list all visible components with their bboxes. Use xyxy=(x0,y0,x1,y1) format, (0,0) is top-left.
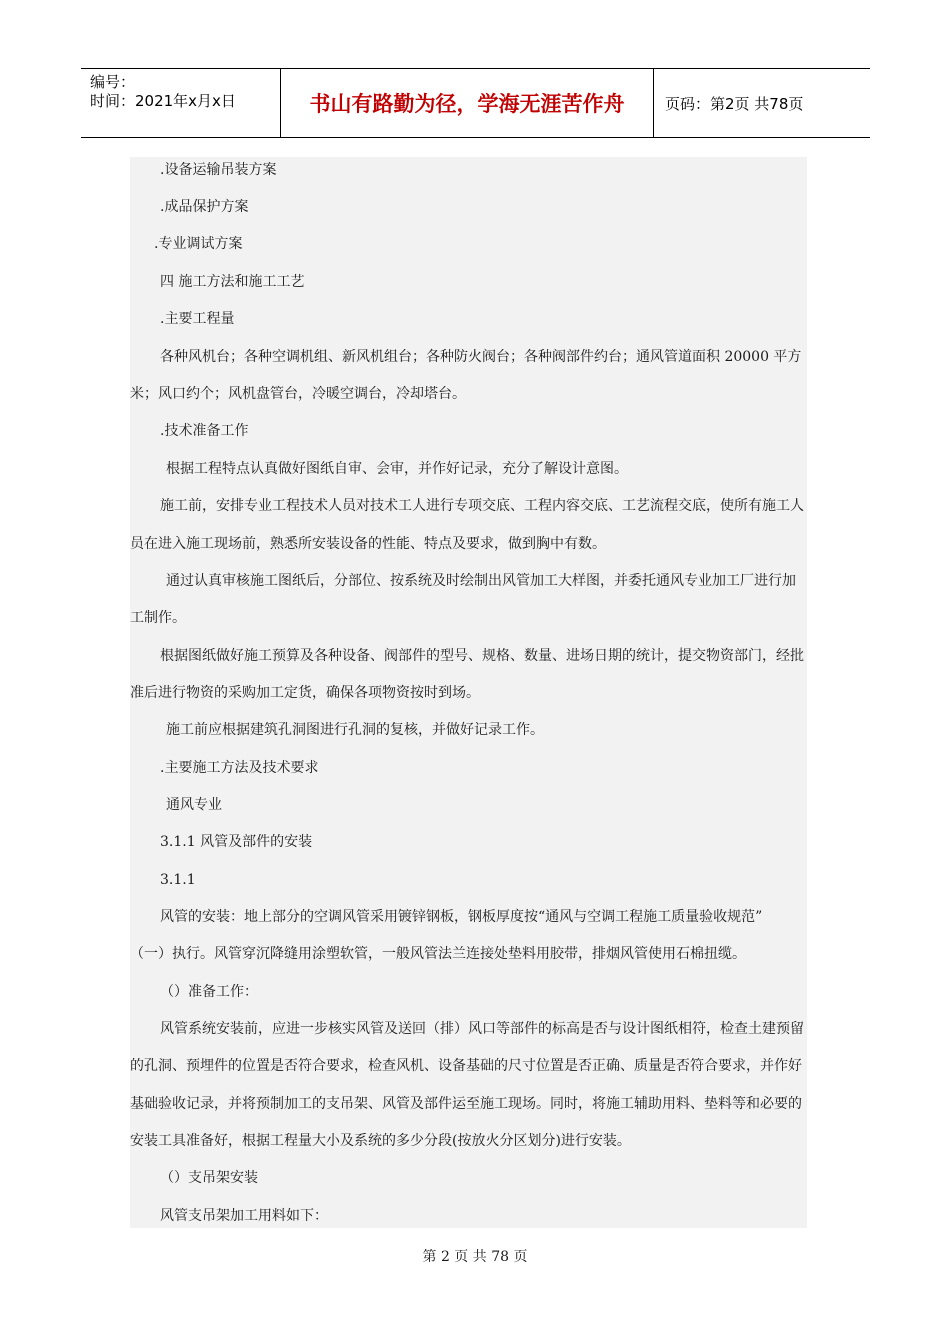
time-label: 时间：2021年x月x日 xyxy=(90,92,236,110)
body-line: 根据图纸做好施工预算及各种设备、阀部件的型号、规格、数量、进场日期的统计，提交物资部门，经批 xyxy=(160,648,804,664)
page-footer: 第 2 页 共 78 页 xyxy=(422,1249,528,1265)
body-line: .主要施工方法及技术要求 xyxy=(160,760,319,776)
body-line: 风管系统安装前，应进一步核实风管及送回（排）风口等部件的标高是否与设计图纸相符，检查土建预留 xyxy=(160,1021,804,1037)
body-line: 通过认真审核施工图纸后，分部位、按系统及时绘制出风管加工大样图，并委托通风专业加工厂进行加 xyxy=(166,573,796,589)
body-line: 各种风机台；各种空调机组、新风机组台；各种防火阀台；各种阀部件约台；通风管道面积 20000 平方 xyxy=(160,349,802,365)
body-line: 施工前应根据建筑孔洞图进行孔洞的复核，并做好记录工作。 xyxy=(166,722,544,738)
body-line: .专业调试方案 xyxy=(154,236,243,252)
body-line: （）准备工作： xyxy=(160,984,258,1000)
body-line: 安装工具准备好，根据工程量大小及系统的多少分段(按放火分区划分)进行安装。 xyxy=(130,1133,631,1149)
body-line: .技术准备工作 xyxy=(160,423,249,439)
body-line: 的孔洞、预埋件的位置是否符合要求，检查风机、设备基础的尺寸位置是否正确、质量是否符合要求，并作好 xyxy=(130,1058,802,1074)
number-label: 编号： xyxy=(90,73,136,91)
header-motto: 书山有路勤为径，学海无涯苦作舟 xyxy=(281,69,654,137)
body-line: 准后进行物资的采购加工定货，确保各项物资按时到场。 xyxy=(130,685,480,701)
body-line: 根据工程特点认真做好图纸自审、会审，并作好记录，充分了解设计意图。 xyxy=(166,461,628,477)
body-line: .主要工程量 xyxy=(160,311,235,327)
body-line: 通风专业 xyxy=(166,797,222,813)
header-page-info: 页码：第2页 共78页 xyxy=(665,94,804,113)
body-line: 风管的安装：地上部分的空调风管采用镀锌钢板，钢板厚度按“通风与空调工程施工质量验收规范” xyxy=(160,909,763,925)
body-line: 员在进入施工现场前，熟悉所安装设备的性能、特点及要求，做到胸中有数。 xyxy=(130,536,606,552)
header-meta-cell xyxy=(81,69,281,137)
section-heading: 四 施工方法和施工工艺 xyxy=(160,274,305,290)
body-line: （一）执行。风管穿沉降缝用涂塑软管，一般风管法兰连接处垫料用胶带，排烟风管使用石棉扭缆。 xyxy=(130,946,746,962)
body-line: 3.1.1 xyxy=(160,872,196,888)
body-line: （）支吊架安装 xyxy=(160,1170,258,1186)
body-line: 基础验收记录，并将预制加工的支吊架、风管及部件运至施工现场。同时，将施工辅助用料、垫料等和必要的 xyxy=(130,1096,802,1112)
body-line: 米；风口约个；风机盘管台，冷暖空调台，冷却塔台。 xyxy=(130,386,466,402)
body-line: .成品保护方案 xyxy=(160,199,249,215)
body-line: 风管支吊架加工用料如下： xyxy=(160,1208,328,1224)
page-header xyxy=(81,68,870,138)
body-line: 工制作。 xyxy=(130,610,186,626)
body-line: 3.1.1 风管及部件的安装 xyxy=(160,834,313,850)
body-line: .设备运输吊装方案 xyxy=(160,162,277,178)
body-line: 施工前，安排专业工程技术人员对技术工人进行专项交底、工程内容交底、工艺流程交底，使所有施工人 xyxy=(160,498,804,514)
